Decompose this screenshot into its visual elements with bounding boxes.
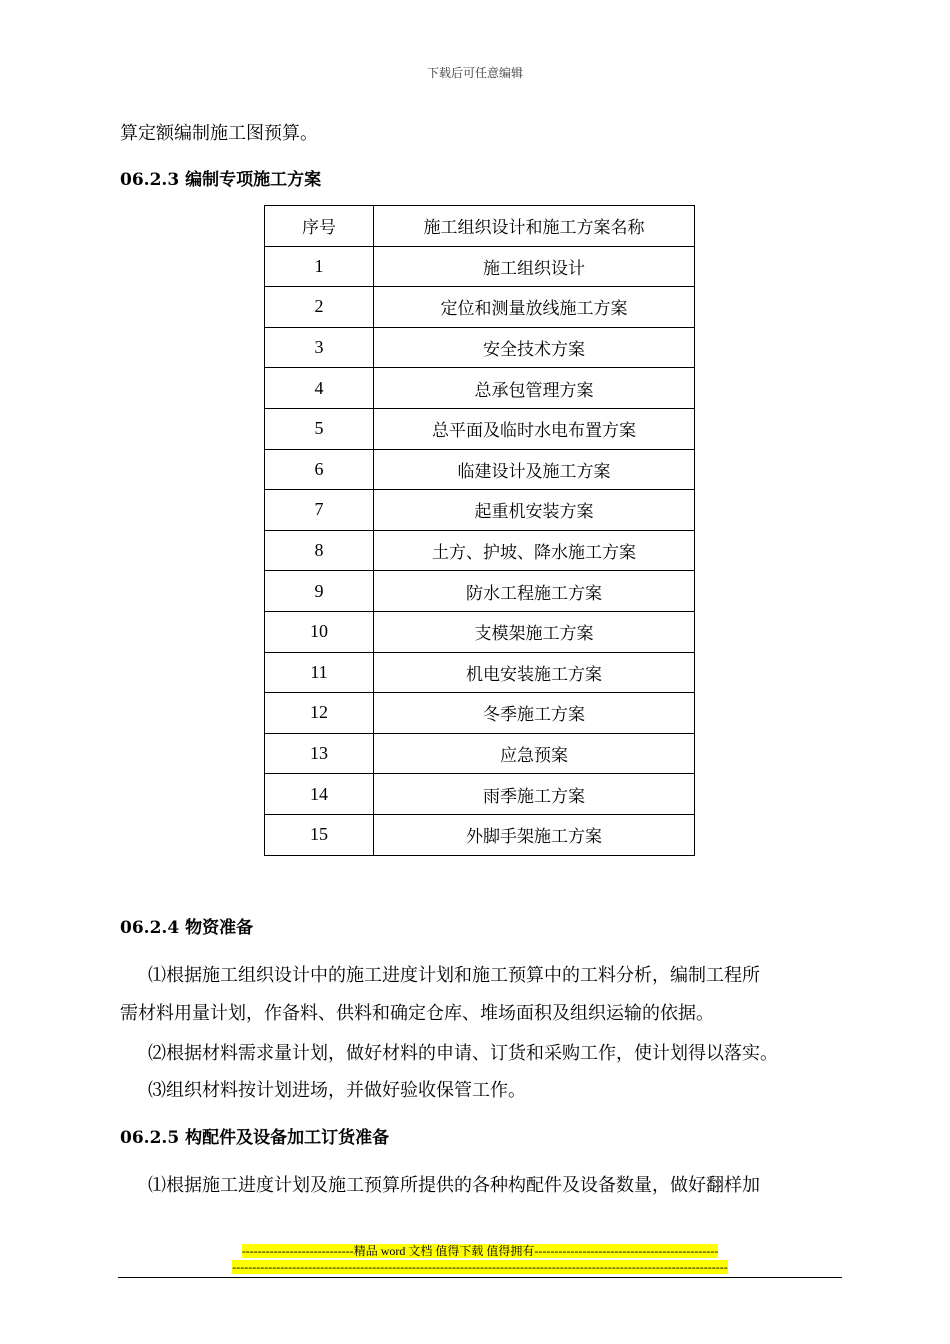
intro-line: 算定额编制施工图预算。: [120, 123, 318, 144]
table-row: [265, 530, 695, 571]
table-row: [265, 611, 695, 652]
paragraph-6-2-4-item-1-line-2: 需材料用量计划，作备料、供料和确定仓库、堆场面积及组织运输的依据。: [120, 1003, 714, 1024]
plan-name-cell: 总平面及临时水电布置方案: [374, 408, 695, 449]
row-number-cell: 2: [265, 287, 374, 328]
paragraph-6-2-5-item-1-line-1: ⑴根据施工进度计划及施工预算所提供的各种构配件及设备数量，做好翻样加: [148, 1175, 760, 1196]
plan-name-cell: 土方、护坡、降水施工方案: [374, 530, 695, 571]
section-heading-6-2-4: 06.2.4 物资准备: [120, 918, 254, 938]
plan-name-cell: 应急预案: [374, 733, 695, 774]
plan-name-cell: 机电安装施工方案: [374, 652, 695, 693]
row-number-cell: 1: [265, 246, 374, 287]
table-row: [265, 408, 695, 449]
special-construction-plan-table: [264, 205, 695, 856]
row-number-cell: 4: [265, 368, 374, 409]
table-row: [265, 733, 695, 774]
plan-name-cell: 冬季施工方案: [374, 693, 695, 734]
row-number-cell: 14: [265, 774, 374, 815]
row-number-cell: 3: [265, 327, 374, 368]
table-row: [265, 449, 695, 490]
paragraph-6-2-4-item-2: ⑵根据材料需求量计划，做好材料的申请、订货和采购工作，使计划得以落实。: [148, 1043, 778, 1064]
footer-banner-line-1: ----------------------------精品 word 文档 值得下载 值得拥有----------------------------------------------: [241, 1244, 719, 1258]
row-number-cell: 7: [265, 490, 374, 531]
row-number-cell: 10: [265, 611, 374, 652]
plan-name-cell: 支模架施工方案: [374, 611, 695, 652]
section-heading-6-2-3: 06.2.3 编制专项施工方案: [120, 170, 322, 190]
row-number-cell: 13: [265, 733, 374, 774]
table-row: [265, 246, 695, 287]
table-row: [265, 814, 695, 855]
paragraph-6-2-4-item-1-line-1: ⑴根据施工组织设计中的施工进度计划和施工预算中的工料分析，编制工程所: [148, 965, 760, 986]
table-row: [265, 490, 695, 531]
table-row: [265, 368, 695, 409]
paragraph-6-2-4-item-3: ⑶组织材料按计划进场，并做好验收保管工作。: [148, 1080, 526, 1101]
table-row: [265, 327, 695, 368]
page-header-note: 下载后可任意编辑: [426, 66, 523, 80]
plan-name-cell: 定位和测量放线施工方案: [374, 287, 695, 328]
table-body: [265, 246, 695, 855]
footer-banner-line-2: ----------------------------------------------------------------------------------------------------------------------------: [232, 1260, 728, 1274]
row-number-cell: 6: [265, 449, 374, 490]
row-number-cell: 9: [265, 571, 374, 612]
row-number-cell: 11: [265, 652, 374, 693]
footer-banner: [180, 1243, 780, 1275]
table-row: [265, 774, 695, 815]
row-number-cell: 12: [265, 693, 374, 734]
plan-name-cell: 起重机安装方案: [374, 490, 695, 531]
plan-name-cell: 安全技术方案: [374, 327, 695, 368]
section-heading-6-2-5: 06.2.5 构配件及设备加工订货准备: [120, 1128, 390, 1148]
table-row: [265, 287, 695, 328]
table-header-row: [265, 206, 695, 247]
row-number-cell: 5: [265, 408, 374, 449]
footer-rule: [118, 1277, 842, 1278]
table-row: [265, 652, 695, 693]
plan-name-cell: 施工组织设计: [374, 246, 695, 287]
column-header-plan-name: 施工组织设计和施工方案名称: [374, 206, 695, 247]
plan-name-cell: 外脚手架施工方案: [374, 814, 695, 855]
plan-name-cell: 防水工程施工方案: [374, 571, 695, 612]
table-row: [265, 693, 695, 734]
plan-name-cell: 总承包管理方案: [374, 368, 695, 409]
column-header-number: 序号: [265, 206, 374, 247]
plan-name-cell: 临建设计及施工方案: [374, 449, 695, 490]
row-number-cell: 15: [265, 814, 374, 855]
table-row: [265, 571, 695, 612]
plan-name-cell: 雨季施工方案: [374, 774, 695, 815]
row-number-cell: 8: [265, 530, 374, 571]
